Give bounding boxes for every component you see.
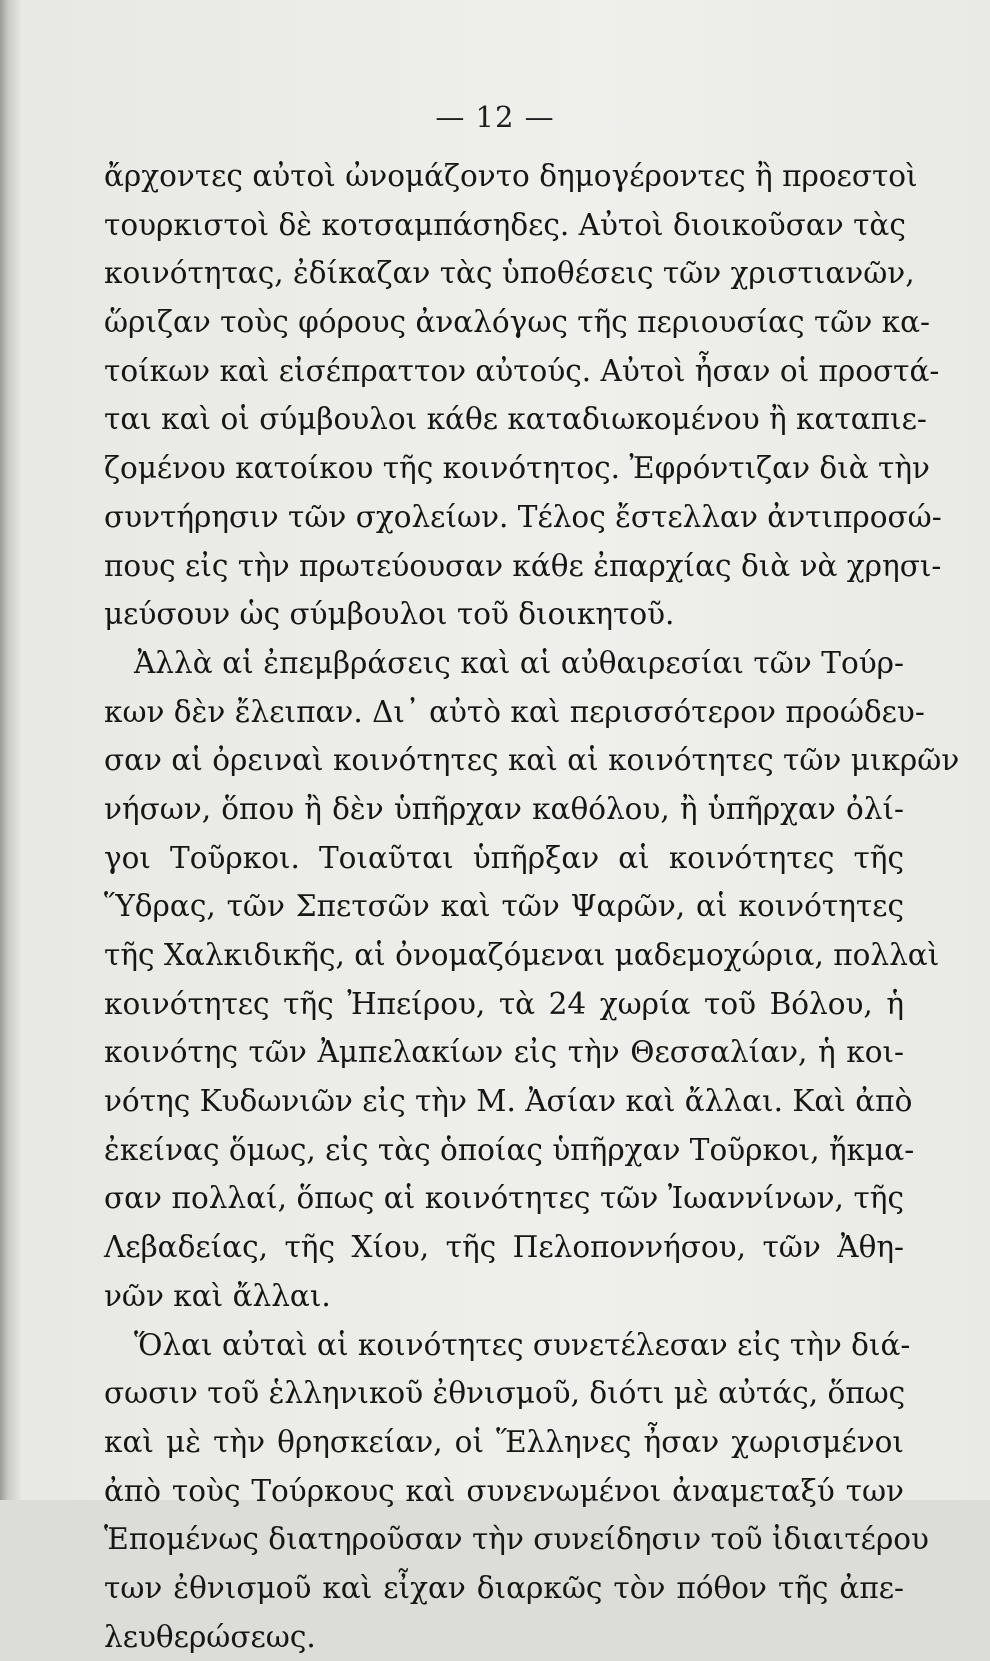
text-line: τουρκιστοὶ δὲ κοτσαμπάσηδες. Αὐτοὶ διοικοῦσαν τὰς	[104, 207, 906, 242]
text-line: κοινότητας, ἐδίκαζαν τὰς ὑποθέσεις τῶν χριστιανῶν,	[104, 256, 915, 291]
text-line: κοινότητες τῆς Ἠπείρου, τὰ 24 χωρία τοῦ Βόλου, ἡ	[104, 986, 904, 1021]
text-line: σαν πολλαί, ὅπως αἱ κοινότητες τῶν Ἰωαννίνων, τῆς	[104, 1181, 904, 1216]
text-line: Ὅλαι αὐταὶ αἱ κοινότητες συνετέλεσαν εἰς τὴν διά-	[134, 1327, 911, 1362]
text-line: καὶ μὲ τὴν θρησκείαν, οἱ Ἕλληνες ἦσαν χωρισμένοι	[104, 1424, 904, 1459]
text-line: Ὕδρας, τῶν Σπετσῶν καὶ τῶν Ψαρῶν, αἱ κοινότητες	[104, 889, 904, 924]
text-line: σωσιν τοῦ ἑλληνικοῦ ἐθνισμοῦ, διότι μὲ αὐτάς, ὅπως	[104, 1376, 906, 1411]
text-line: ἄρχοντες αὐτοὶ ὠνομάζοντο δημογέροντες ἢ προεστοὶ	[104, 159, 918, 193]
text-line: ἀπὸ τοὺς Τούρκους καὶ συνενωμένοι ἀναμεταξύ των	[104, 1473, 904, 1508]
text-line: νῶν καὶ ἄλλαι.	[104, 1278, 331, 1313]
page-number: — 12 —	[435, 100, 555, 134]
text-line: γοι Τοῦρκοι. Τοιαῦται ὑπῆρξαν αἱ κοινότητες τῆς	[104, 840, 904, 875]
text-line: τοίκων καὶ εἰσέπραττον αὐτούς. Αὐτοὶ ἦσαν οἱ προστά-	[104, 353, 940, 388]
text-line: τῆς Χαλκιδικῆς, αἱ ὀνομαζόμεναι μαδεμοχώρια, πολλαὶ	[104, 938, 940, 972]
text-line: ὥριζαν τοὺς φόρους ἀναλόγως τῆς περιουσίας τῶν κα-	[104, 305, 930, 340]
text-line: ζομένου κατοίκου τῆς κοινότητος. Ἐφρόντιζαν διὰ τὴν	[104, 451, 930, 486]
text-line: ἐκείνας ὅμως, εἰς τὰς ὁποίας ὑπῆρχαν Τοῦρκοι, ἤκμα-	[104, 1132, 915, 1167]
text-line: σαν αἱ ὀρειναὶ κοινότητες καὶ αἱ κοινότητες τῶν μικρῶν	[104, 743, 960, 778]
text-line: ται καὶ οἱ σύμβουλοι κάθε καταδιωκομένου ἢ καταπιε-	[104, 402, 927, 437]
text-line: Ἑπομένως διατηροῦσαν τὴν συνείδησιν τοῦ ἰδιαιτέρου	[104, 1522, 929, 1557]
text-line: λευθερώσεως.	[104, 1619, 316, 1654]
text-line: Λεβαδείας, τῆς Χίου, τῆς Πελοποννήσου, τῶν Ἀθη-	[104, 1230, 904, 1265]
text-line: πους εἰς τὴν πρωτεύουσαν κάθε ἐπαρχίας διὰ νὰ χρησι-	[104, 548, 942, 583]
text-line: νήσων, ὅπου ἢ δὲν ὑπῆρχαν καθόλου, ἢ ὑπῆρχαν ὀλί-	[104, 791, 904, 826]
text-line: Ἀλλὰ αἱ ἐπεμβράσεις καὶ αἱ αὐθαιρεσίαι τῶν Τούρ-	[134, 645, 904, 680]
text-line: κοινότης τῶν Ἀμπελακίων εἰς τὴν Θεσσαλίαν, ἡ κοι-	[104, 1035, 904, 1070]
text-line: νότης Κυδωνιῶν εἰς τὴν Μ. Ἀσίαν καὶ ἄλλαι. Καὶ ἀπὸ	[104, 1084, 913, 1119]
text-line: των ἐθνισμοῦ καὶ εἶχαν διαρκῶς τὸν πόθον τῆς ἀπε-	[104, 1570, 904, 1605]
text-line: συντήρησιν τῶν σχολείων. Τέλος ἔστελλαν ἀντιπροσώ-	[104, 499, 942, 534]
body-text	[104, 152, 960, 1661]
text-line: μεύσουν ὡς σύμβουλοι τοῦ διοικητοῦ.	[104, 597, 675, 632]
text-line: κων δὲν ἔλειπαν. Δι᾿ αὐτὸ καὶ περισσότερον προώδευ-	[104, 694, 925, 729]
